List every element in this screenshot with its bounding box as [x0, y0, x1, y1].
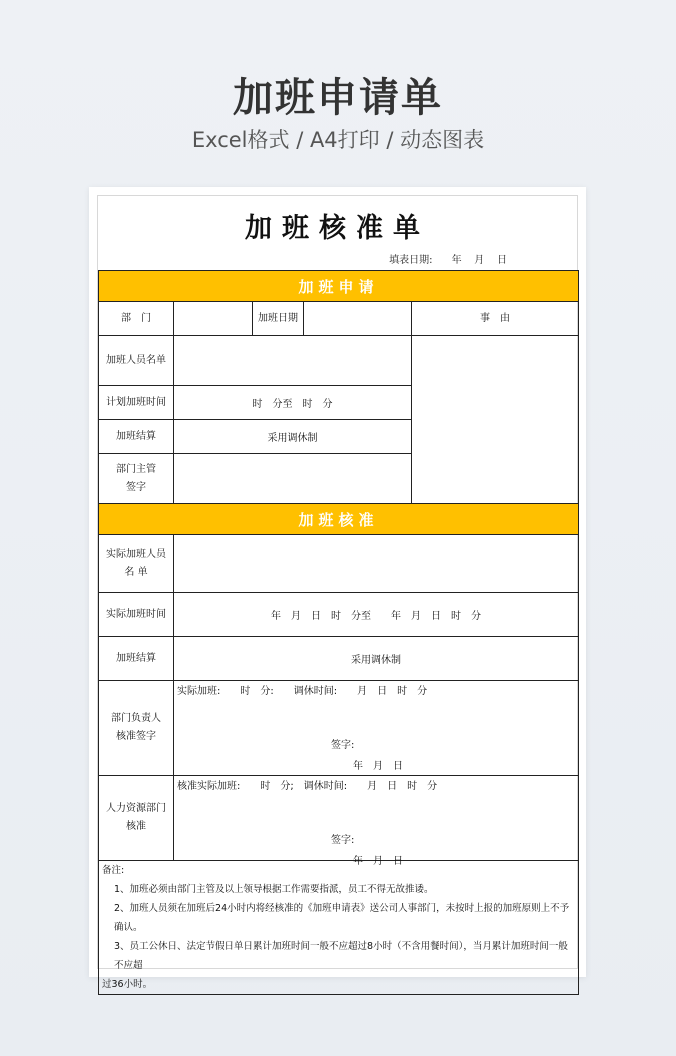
apply-section-header: [99, 271, 579, 302]
note-3-continued: 过36小时。: [102, 979, 153, 990]
reason-field[interactable]: [412, 336, 579, 504]
manager-sign-label-line1: 部门主管: [116, 463, 156, 475]
settle-label: 加班结算: [99, 420, 174, 454]
approve-settle-label: 加班结算: [99, 637, 174, 681]
actual-names-label-line2: 名 单: [124, 566, 148, 578]
document-title: 加班核准单: [245, 213, 430, 244]
fill-date: 填表日期: 年 月 日: [389, 255, 507, 266]
approve-section-header: [99, 504, 579, 535]
approve-row-names: [99, 535, 579, 593]
hr-label-line1: 人力资源部门: [106, 803, 166, 814]
note-2: 2、加班人员须在加班后24小时内将经核准的《加班申请表》送公司人事部门，未按时上报的加班原则上不予确认。: [114, 903, 570, 933]
overtime-date-field[interactable]: [304, 302, 412, 336]
dept-head-label-line2: 核准签字: [116, 731, 156, 742]
actual-time-field[interactable]: 年 月 日 时 分至 年 月 日 时 分: [174, 593, 579, 637]
actual-names-label-line1: 实际加班人员: [106, 548, 166, 560]
names-field[interactable]: [174, 336, 412, 386]
dept-head-sign-label: 签字:: [331, 740, 355, 751]
plan-time-label: 计划加班时间: [99, 386, 174, 420]
actual-names-label: [99, 535, 174, 593]
dept-label: 部 门: [99, 302, 174, 336]
overtime-date-label: 加班日期: [253, 302, 304, 336]
dept-head-actual-line: 实际加班: 时 分: 调休时间: 月 日 时 分: [177, 686, 428, 697]
hero-subtitle: Excel格式 / A4打印 / 动态图表: [191, 128, 485, 152]
hr-sign-date: 年 月 日: [353, 856, 403, 867]
reason-label: 事 由: [412, 302, 579, 336]
hr-label: [99, 776, 174, 861]
names-label: 加班人员名单: [99, 336, 174, 386]
approve-row-hr: [99, 776, 579, 861]
approve-settle-value: 采用调休制: [174, 637, 579, 681]
actual-names-field[interactable]: [174, 535, 579, 593]
document-sheet: [89, 187, 586, 990]
hr-sign-field[interactable]: [174, 776, 579, 867]
hr-actual-line: 核准实际加班: 时 分; 调休时间: 月 日 时 分: [177, 781, 438, 792]
hr-label-line2: 核准: [126, 821, 146, 832]
apply-row-names: [99, 336, 579, 386]
settle-value: 采用调休制: [174, 420, 412, 454]
dept-head-label-line1: 部门负责人: [111, 713, 161, 724]
dept-head-sign-field[interactable]: [174, 681, 579, 776]
apply-row-dept: [99, 302, 579, 336]
approve-row-actual-time: [99, 593, 579, 637]
approve-row-dept-head: [99, 681, 579, 776]
apply-section-title: 加班申请: [99, 271, 579, 302]
approve-row-settle: [99, 637, 579, 681]
hero-title: 加班申请单: [233, 75, 443, 121]
plan-time-field[interactable]: 时 分至 时 分: [174, 386, 412, 420]
actual-time-label: 实际加班时间: [99, 593, 174, 637]
dept-field[interactable]: [174, 302, 253, 336]
manager-sign-label-line2: 签字: [126, 481, 146, 493]
dept-head-label: [99, 681, 174, 776]
dept-head-sign-date: 年 月 日: [353, 761, 403, 772]
note-3: 3、员工公休日、法定节假日单日累计加班时间一般不应超过8小时（不含用餐时间），当月累计加班时间一般不应超: [114, 941, 568, 971]
overtime-form: [98, 270, 579, 995]
note-1: 1、加班必须由部门主管及以上领导根据工作需要指派，员工不得无故推诿。: [114, 884, 434, 895]
manager-sign-label: [99, 454, 174, 504]
manager-sign-field[interactable]: [174, 454, 412, 504]
document-frame: [97, 195, 578, 990]
hr-sign-label: 签字:: [331, 835, 355, 846]
notes-cell: [99, 861, 579, 995]
approve-section-title: 加班核准: [99, 504, 579, 535]
notes-title: 备注:: [102, 865, 125, 876]
notes-row: [99, 861, 579, 995]
